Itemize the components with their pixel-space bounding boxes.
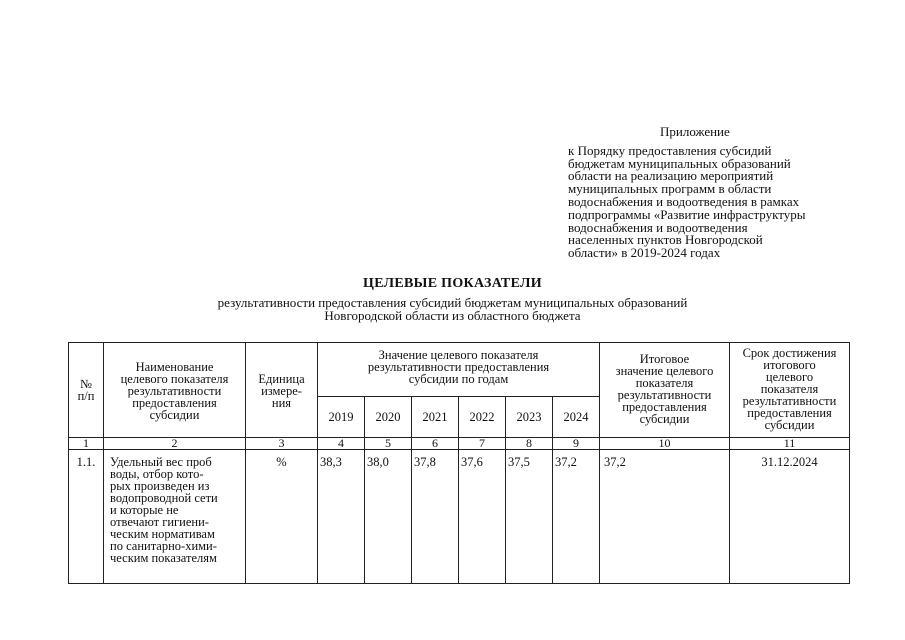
header-year: 2021: [412, 397, 459, 438]
row-value-2024: 37,2: [553, 450, 600, 584]
document-subtitle: [0, 296, 905, 322]
appendix-heading: Приложение: [660, 124, 730, 139]
header-year: 2023: [506, 397, 553, 438]
column-number: 10: [600, 438, 730, 450]
appendix-line: населенных пунктов Новгородской: [568, 232, 763, 248]
appendix-line: области на реализацию мероприятий: [568, 168, 774, 184]
header-total: Итоговое значение целевого показателя результативности предоставления субсидии: [600, 343, 730, 438]
indicators-table: [68, 342, 850, 584]
row-value-2019: 38,3: [318, 450, 365, 584]
subtitle-line: результативности предоставления субсидий бюджетам муниципальных образований: [217, 295, 688, 310]
appendix-block: [568, 126, 858, 260]
header-year: 2019: [318, 397, 365, 438]
header-name: Наименование целевого показателя результативности предоставления субсидии: [104, 343, 246, 438]
header-year: 2024: [553, 397, 600, 438]
appendix-line: водоснабжения и водоотведения в рамках: [568, 193, 800, 209]
document-title: ЦЕЛЕВЫЕ ПОКАЗАТЕЛИ: [363, 276, 542, 291]
appendix-line: водоснабжения и водоотведения: [568, 219, 748, 235]
row-value-2023: 37,5: [506, 450, 553, 584]
header-year: 2020: [365, 397, 412, 438]
row-indicator-name: Удельный вес проб воды, отбор кото- рых произведен из водопроводной сети и которые не отвечают гигиени- ческим нормативам по санитарно-хими- ческим показателям: [104, 450, 246, 584]
row-value-2022: 37,6: [459, 450, 506, 584]
appendix-line: области» в 2019-2024 годах: [568, 245, 721, 261]
column-number: 6: [412, 438, 459, 450]
column-number: 1: [69, 438, 104, 450]
header-values-group: Значение целевого показателя результативности предоставления субсидии по годам: [318, 343, 600, 397]
column-number: 8: [506, 438, 553, 450]
header-unit: Единица измере- ния: [246, 343, 318, 438]
appendix-line: подпрограммы «Развитие инфраструктуры: [568, 206, 806, 222]
header-year: 2022: [459, 397, 506, 438]
row-value-2020: 38,0: [365, 450, 412, 584]
header-deadline: Срок достижения итогового целевого показателя результативности предоставления субсидии: [730, 343, 850, 438]
appendix-line: муниципальных программ в области: [568, 181, 772, 197]
column-number: 3: [246, 438, 318, 450]
row-total: 37,2: [600, 450, 730, 584]
row-num: 1.1.: [69, 450, 104, 584]
column-number: 5: [365, 438, 412, 450]
column-number: 7: [459, 438, 506, 450]
row-deadline: 31.12.2024: [730, 450, 850, 584]
row-value-2021: 37,8: [412, 450, 459, 584]
column-number: 9: [553, 438, 600, 450]
column-number: 2: [104, 438, 246, 450]
appendix-line: к Порядку предоставления субсидий: [568, 142, 772, 158]
appendix-line: бюджетам муниципальных образований: [568, 155, 791, 171]
header-num: № п/п: [69, 343, 104, 438]
column-number: 4: [318, 438, 365, 450]
row-unit: %: [246, 450, 318, 584]
subtitle-line: Новгородской области из областного бюджета: [324, 308, 581, 323]
column-number: 11: [730, 438, 850, 450]
table-row: [69, 450, 850, 584]
